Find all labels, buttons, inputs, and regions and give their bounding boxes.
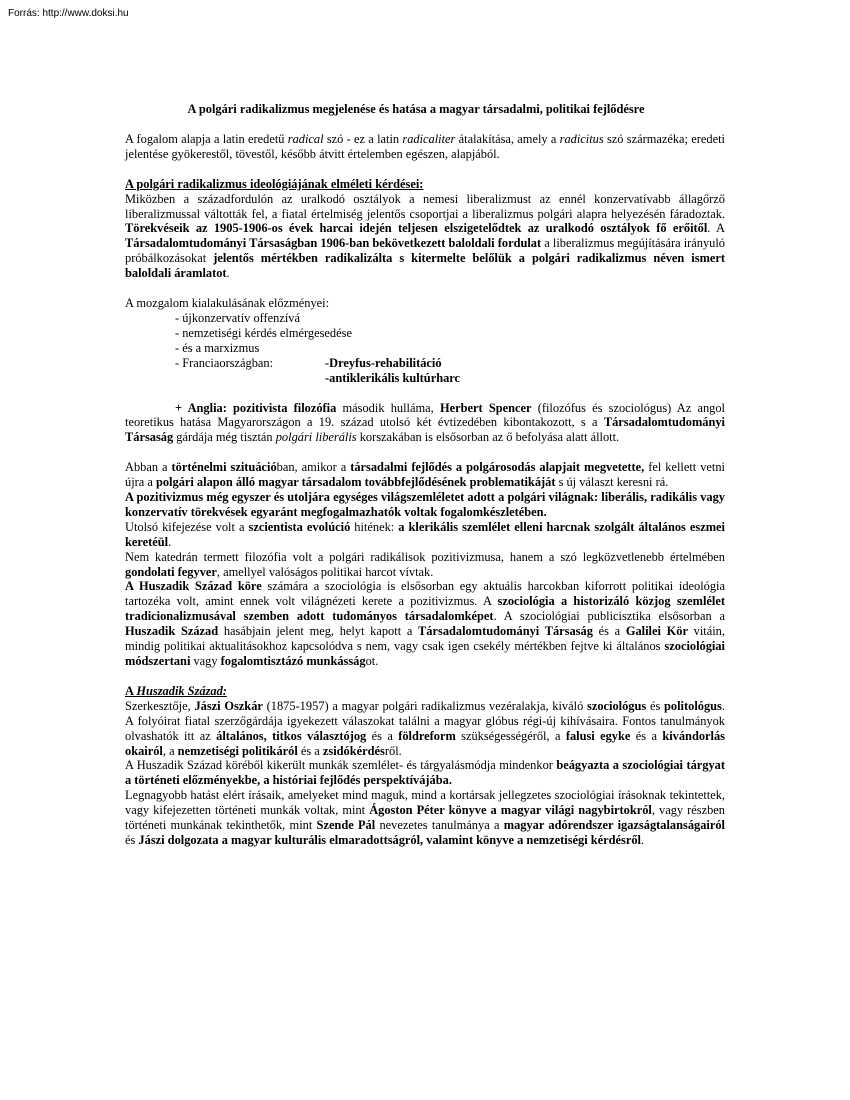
bold-run: fogalomtisztázó munkásság <box>220 654 366 668</box>
italic-run: radicaliter <box>402 131 456 146</box>
bold-run: Galilei Kör <box>625 624 688 639</box>
text-run: Miközben a századfordulón az uralkodó osztályok a nemesi liberalizmust az ennél konzervatívabb állagőrző liberalizmussal váltották fel, a fiatal értelmiség jelentős csoportjai a liberalizmus polgári alapra helyezésén fáradoztak. <box>125 191 725 221</box>
bold-run: szociológus <box>587 698 647 713</box>
text-run: a liberalizmus megújítására irányuló próbálkozásokat <box>125 236 726 266</box>
bold-run: általános, titkos választójog <box>216 728 367 743</box>
italic-run: radical <box>287 131 324 146</box>
text-run: és a <box>630 728 663 743</box>
text-run: szó származéka; eredeti jelentése gyökerestől, tövestől, később átvitt értelemben egészen, alapjából. <box>125 131 725 161</box>
editor-paragraph <box>125 699 725 759</box>
text-run: nevezetes tanulmánya a <box>375 818 504 833</box>
source-line: Forrás: http://www.doksi.hu <box>8 8 129 19</box>
bold-run: kivándorlás okairól <box>125 728 725 758</box>
heading-prefix: A <box>125 683 137 698</box>
france-item: -Dreyfus-rehabilitáció <box>325 355 442 370</box>
bold-run: Ágoston Péter könyve a magyar világi nagybirtokról <box>369 803 652 818</box>
bold-run: polgári alapon álló magyar társadalom továbbfejlődésének problematikáját <box>155 475 556 490</box>
bold-run: Szende Pál <box>316 818 376 833</box>
bold-run: Társadalomtudományi Társaság <box>418 624 593 639</box>
text-run: . A <box>707 221 725 236</box>
text-run: s új választ keresni rá. <box>555 475 669 490</box>
bold-run: szociológia a historizáló közjog szemlélet tradicionalizmusával szemben adott tudományos társadalomképet <box>125 594 726 624</box>
text-run: ban, amikor a <box>276 460 351 475</box>
section-heading-ideology: A polgári radikalizmus ideológiájának elméleti kérdései: <box>125 176 424 191</box>
text-run: hasábjain jelent meg, helyt kapott a <box>218 624 419 639</box>
bold-run: Jászi dolgozata a magyar kulturális elmaradottságról, valamint könyve a nemzetiségi kérdésről <box>138 832 641 847</box>
bold-run: gondolati fegyver <box>125 564 217 579</box>
evolution-paragraph <box>125 520 725 550</box>
france-label: - Franciaországban: <box>175 355 274 370</box>
text-run: Legnagyobb hatást elért írásaik, amelyeket mind maguk, mind a kortársak jellegzetes szociológiai írásoknak tekintettek, vagy kifejezetten történeti munkák voltak, mint <box>125 788 725 818</box>
text-run: , vagy részben történeti munkának tekinthetők, mint <box>125 803 726 833</box>
works-paragraph <box>125 788 725 848</box>
text-run: A fogalom alapja a latin eredetű <box>125 131 288 146</box>
history-paragraph <box>125 460 725 490</box>
bold-run: + Anglia: pozitivista filozófia <box>175 400 337 415</box>
bold-run: szociológiai módszertani <box>125 639 725 668</box>
text-run: . A folyóirat fiatal szerzőgárdája igyekezett válaszokat találni a magyar glóbus régi-új kihívásaira. Fontos tanulmányok olvashatók itt az <box>125 698 725 743</box>
bold-run: beágyazta a szociológiai tárgyat a történeti előzményekbe, a históriai fejlődés perspektívájába. <box>125 758 725 788</box>
circle-paragraph <box>125 579 725 668</box>
bold-run: történelmi szituáció <box>171 460 277 475</box>
italic-run: radicitus <box>559 131 604 146</box>
document-title: A polgári radikalizmus megjelenése és hatása a magyar társadalmi, politikai fejlődésre <box>187 102 645 116</box>
text-run: szó - ez a latin <box>323 131 403 146</box>
bold-run: Herbert Spencer <box>439 400 532 415</box>
ideology-paragraph <box>125 192 725 281</box>
text-run: ről. <box>384 743 402 758</box>
england-paragraph <box>125 401 725 446</box>
text-run: (1875-1957) a magyar polgári radikalizmus vezéralakja, kiváló <box>262 698 588 713</box>
bold-run: A pozitivizmus még egyszer és utoljára egységes világszemléletet adott a polgári világnak: liberális, radikális vagy konzervatív törekvések egyaránt megfogalmazhatók voltak fogalomkészletében. <box>125 490 725 519</box>
text-run: . <box>226 266 230 281</box>
text-run: második hulláma, <box>336 400 440 415</box>
bold-run: Jászi Oszkár <box>194 698 263 713</box>
method-paragraph <box>125 758 725 788</box>
text-run: , amellyel valóságos politikai harcot vívtak. <box>216 564 434 579</box>
text-run: átalakítása, amely a <box>455 131 560 146</box>
text-run: és a <box>297 743 323 758</box>
text-run: fel kellett vetni újra a <box>125 460 725 490</box>
text-run: korszakában is elsősorban az ő befolyása alatt állott. <box>356 430 620 445</box>
bold-run: Huszadik Század <box>125 624 219 639</box>
france-item: -antiklerikális kultúrharc <box>325 370 461 385</box>
antecedent-item: - és a marxizmus <box>175 340 260 355</box>
text-run: Szerkesztője, <box>125 698 195 713</box>
text-run: (filozófus és szociológus) Az angol teoretikus hatása Magyarországon a 19. század utolsó két évtizedében kibontakozott, s a <box>125 400 725 430</box>
text-run: Nem katedrán termett filozófia volt a polgári radikálisok pozitivizmusa, hanem a szó legközvetlenebb értelmében <box>125 549 725 564</box>
text-run: A Huszadik Század köréből kikerült munkák szemlélet- és tárgyalásmódja mindenkor <box>125 758 557 773</box>
bold-run: magyar adórendszer igazságtalanságairól <box>503 818 725 833</box>
text-run: ot. <box>365 654 379 668</box>
antecedents-intro: A mozgalom kialakulásának előzményei: <box>125 296 330 311</box>
text-run: számára a szociológia is elsősorban egy aktuális harcokban kiforrott politikai ideológia tartozéka volt, amint ennek volt világnézeti kerete a pozitivizmus. A <box>125 579 725 609</box>
bold-run: Társadalomtudományi Társaság <box>125 415 725 445</box>
text-run: vagy <box>190 654 221 668</box>
text-run: Abban a <box>125 460 172 475</box>
positivism-paragraph <box>125 490 725 520</box>
bold-run: A Huszadik Század köre <box>125 579 262 594</box>
section-heading-huszadik <box>125 684 725 699</box>
text-run: , a <box>162 743 178 758</box>
antecedent-item: - újkonzervatív offenzívá <box>175 310 301 325</box>
bold-run: földreform <box>398 728 456 743</box>
italic-run: polgári liberális <box>275 430 357 445</box>
bold-run: jelentős mértékben radikalizálta s kitermelte belőlük a polgári radikalizmus néven ismert baloldali áramlatot <box>125 251 726 281</box>
bold-run: politológus <box>664 698 722 713</box>
text-run: szükségességéről, a <box>455 728 566 743</box>
bold-run: zsidókérdés <box>322 743 385 758</box>
bold-run: Társadalomtudományi Társaságban 1906-ban bekövetkezett baloldali fordulat <box>125 236 542 251</box>
text-run: gárdája még tisztán <box>173 430 276 445</box>
text-run: . <box>641 832 645 847</box>
heading-italic: Huszadik Század: <box>136 683 227 698</box>
bold-run: falusi egyke <box>565 728 631 743</box>
bold-run: Törekvéseik az 1905-1906-os évek harcai idején teljesen elszigetelődtek az uralkodó osztályok fő erőitől <box>125 221 708 236</box>
antecedent-item: - nemzetiségi kérdés elmérgesedése <box>175 325 352 340</box>
text-run: és a <box>366 728 399 743</box>
text-run: és <box>125 832 139 847</box>
bold-run: nemzetiségi politikáról <box>177 743 298 758</box>
france-row <box>175 356 725 371</box>
bold-run: társadalmi fejlődés a polgárosodás alapjait megvetette, <box>350 460 645 475</box>
bold-run: a klerikális szemlélet elleni harcnak szolgált általános eszmei keretéül <box>125 519 726 549</box>
intro-paragraph <box>125 132 725 162</box>
text-run: . A szociológiai publicisztika elsősorban a <box>493 609 725 624</box>
text-run: . <box>168 534 172 549</box>
text-run: Utolsó kifejezése volt a <box>125 519 249 534</box>
text-run: vitáin, mindig politikai aktualitásokhoz kapcsolódva s nem, vagy csak igen csekély mértékben fejtve ki általános <box>125 624 725 654</box>
weapon-paragraph <box>125 550 725 580</box>
text-run: hitének: <box>350 519 399 534</box>
bold-run: szcientista evolúció <box>248 519 351 534</box>
antecedents-list <box>125 311 725 371</box>
document-page <box>125 102 725 848</box>
text-run: és <box>646 698 665 713</box>
text-run: és a <box>592 624 626 639</box>
